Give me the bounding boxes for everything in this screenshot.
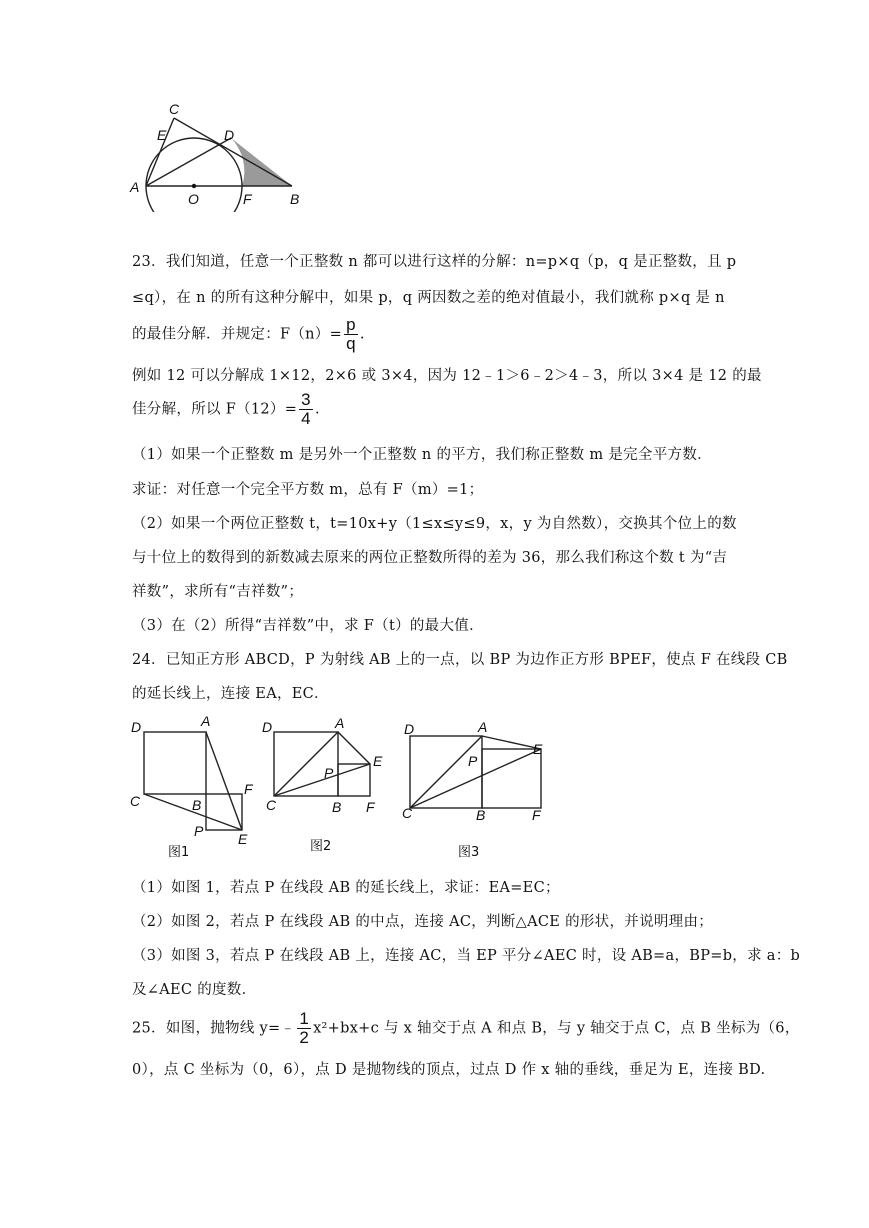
square-figure-1: [128, 714, 258, 862]
label-d: D: [404, 721, 415, 737]
q23-line-3-text: 的最佳分解．并规定：F（n）=: [132, 326, 343, 343]
label-a: A: [130, 179, 140, 195]
square-figure-3: [398, 714, 548, 862]
label-b: B: [332, 799, 342, 815]
label-a: A: [478, 719, 488, 735]
q23-line-5-end: .: [314, 401, 320, 418]
fraction-1-over-2: [297, 1010, 311, 1047]
label-d: D: [131, 719, 142, 735]
center-point: [192, 184, 196, 188]
label-b: B: [192, 797, 202, 813]
q23-line-11: （3）在（2）所得“吉祥数”中，求 F（t）的最大值．: [132, 618, 484, 634]
q24-line-1: 24．已知正方形 ABCD，P 为射线 AB 上的一点，以 BP 为边作正方形 BPEF，使点 F 在线段 CB: [132, 652, 788, 668]
fraction-denominator: q: [346, 334, 356, 353]
fraction-numerator: 1: [299, 1009, 310, 1028]
label-b: B: [290, 191, 300, 207]
label-f: F: [366, 799, 375, 815]
q23-line-1: 23．我们知道，任意一个正整数 n 都可以进行这样的分解：n=p×q（p，q 是正整数，且 p: [132, 254, 737, 270]
q23-line-3-end: .: [359, 326, 365, 343]
square-abcd: [144, 732, 206, 794]
label-d: D: [262, 719, 273, 735]
fraction-3-over-4: [299, 391, 313, 428]
label-o: O: [188, 191, 199, 207]
q23-line-8: （2）如果一个两位正整数 t，t=10x+y（1≤x≤y≤9，x，y 为自然数），交换其个位上的数: [132, 516, 737, 532]
q23-line-7: 求证：对任意一个完全平方数 m，总有 F（m）=1；: [132, 482, 484, 498]
q24-line-4: （2）如图 2，若点 P 在线段 AB 的中点，连接 AC，判断△ACE 的形状，并说明理由；: [132, 914, 714, 930]
label-e: E: [533, 741, 543, 757]
label-p: P: [194, 823, 204, 839]
fraction-numerator: p: [346, 315, 356, 334]
label-e: E: [157, 127, 167, 143]
q25-line-1-text: 25．如图，抛物线 y=﹣: [132, 1020, 296, 1037]
shaded-region: [231, 138, 292, 186]
label-a: A: [201, 714, 211, 729]
q23-line-6: （1）如果一个正整数 m 是另外一个正整数 n 的平方，我们称正整数 m 是完全平方数．: [132, 447, 712, 463]
q23-line-5-text: 佳分解，所以 F（12）=: [132, 401, 298, 418]
figure-1-caption: 图1: [168, 845, 190, 860]
label-e: E: [373, 753, 383, 769]
fraction-p-over-q: [344, 316, 358, 353]
square-figure-2: [258, 714, 398, 862]
fraction-denominator: 2: [299, 1028, 310, 1047]
square-bpef: [206, 794, 242, 830]
q23-line-2: ≤q），在 n 的所有这种分解中，如果 p，q 两因数之差的绝对值最小，我们就称 p×q 是 n: [132, 290, 725, 306]
q25-line-1: [132, 1010, 800, 1047]
q24-line-2: 的延长线上，连接 EA，EC．: [132, 686, 329, 702]
label-f: F: [532, 807, 541, 823]
label-p: P: [468, 753, 478, 769]
circle-tangent-figure: [126, 100, 316, 212]
q24-line-5: （3）如图 3，若点 P 在线段 AB 上，连接 AC，当 EP 平分∠AEC 时，设 AB=a，BP=b，求 a：b: [132, 948, 801, 964]
segment-ac: [410, 736, 482, 808]
q23-line-9: 与十位上的数得到的新数减去原来的两位正整数所得的差为 36，那么我们称这个数 t 为“吉: [132, 550, 728, 566]
label-f: F: [244, 781, 253, 797]
label-d: D: [224, 127, 235, 143]
label-c: C: [130, 793, 141, 809]
segment-ae: [338, 732, 370, 764]
figure-3-caption: 图3: [458, 845, 480, 860]
label-c: C: [169, 101, 180, 117]
label-f: F: [243, 191, 252, 207]
q25-line-2: 0），点 C 坐标为（0，6），点 D 是抛物线的顶点，过点 D 作 x 轴的垂线，垂足为 E，连接 BD.: [132, 1062, 766, 1078]
figure-2-caption: 图2: [310, 839, 332, 854]
q25-line-1-end: x²+bx+c 与 x 轴交于点 A 和点 B，与 y 轴交于点 C，点 B 坐标为（6，: [313, 1020, 800, 1037]
label-a: A: [335, 715, 345, 731]
fraction-denominator: 4: [301, 409, 311, 428]
q23-line-5: [132, 391, 320, 428]
segment-ad: [146, 138, 231, 186]
label-b: B: [476, 807, 486, 823]
q24-line-3: （1）如图 1，若点 P 在线段 AB 的延长线上，求证：EA=EC；: [132, 880, 560, 896]
q23-line-10: 祥数”，求所有“吉祥数”；: [132, 584, 304, 600]
label-p: P: [324, 765, 334, 781]
label-e: E: [238, 831, 248, 847]
segment-ac: [274, 732, 338, 796]
q23-line-4: 例如 12 可以分解成 1×12，2×6 或 3×4，因为 12﹣1＞6﹣2＞4﹣3，所以 3×4 是 12 的最: [132, 368, 762, 384]
fraction-numerator: 3: [301, 390, 311, 409]
segment-ea: [206, 732, 242, 830]
q23-line-3: [132, 316, 365, 353]
q24-line-6: 及∠AEC 的度数．: [132, 982, 257, 998]
square-bpef: [482, 749, 541, 808]
label-c: C: [402, 805, 413, 821]
label-c: C: [266, 797, 277, 813]
segment-ce: [274, 764, 370, 796]
